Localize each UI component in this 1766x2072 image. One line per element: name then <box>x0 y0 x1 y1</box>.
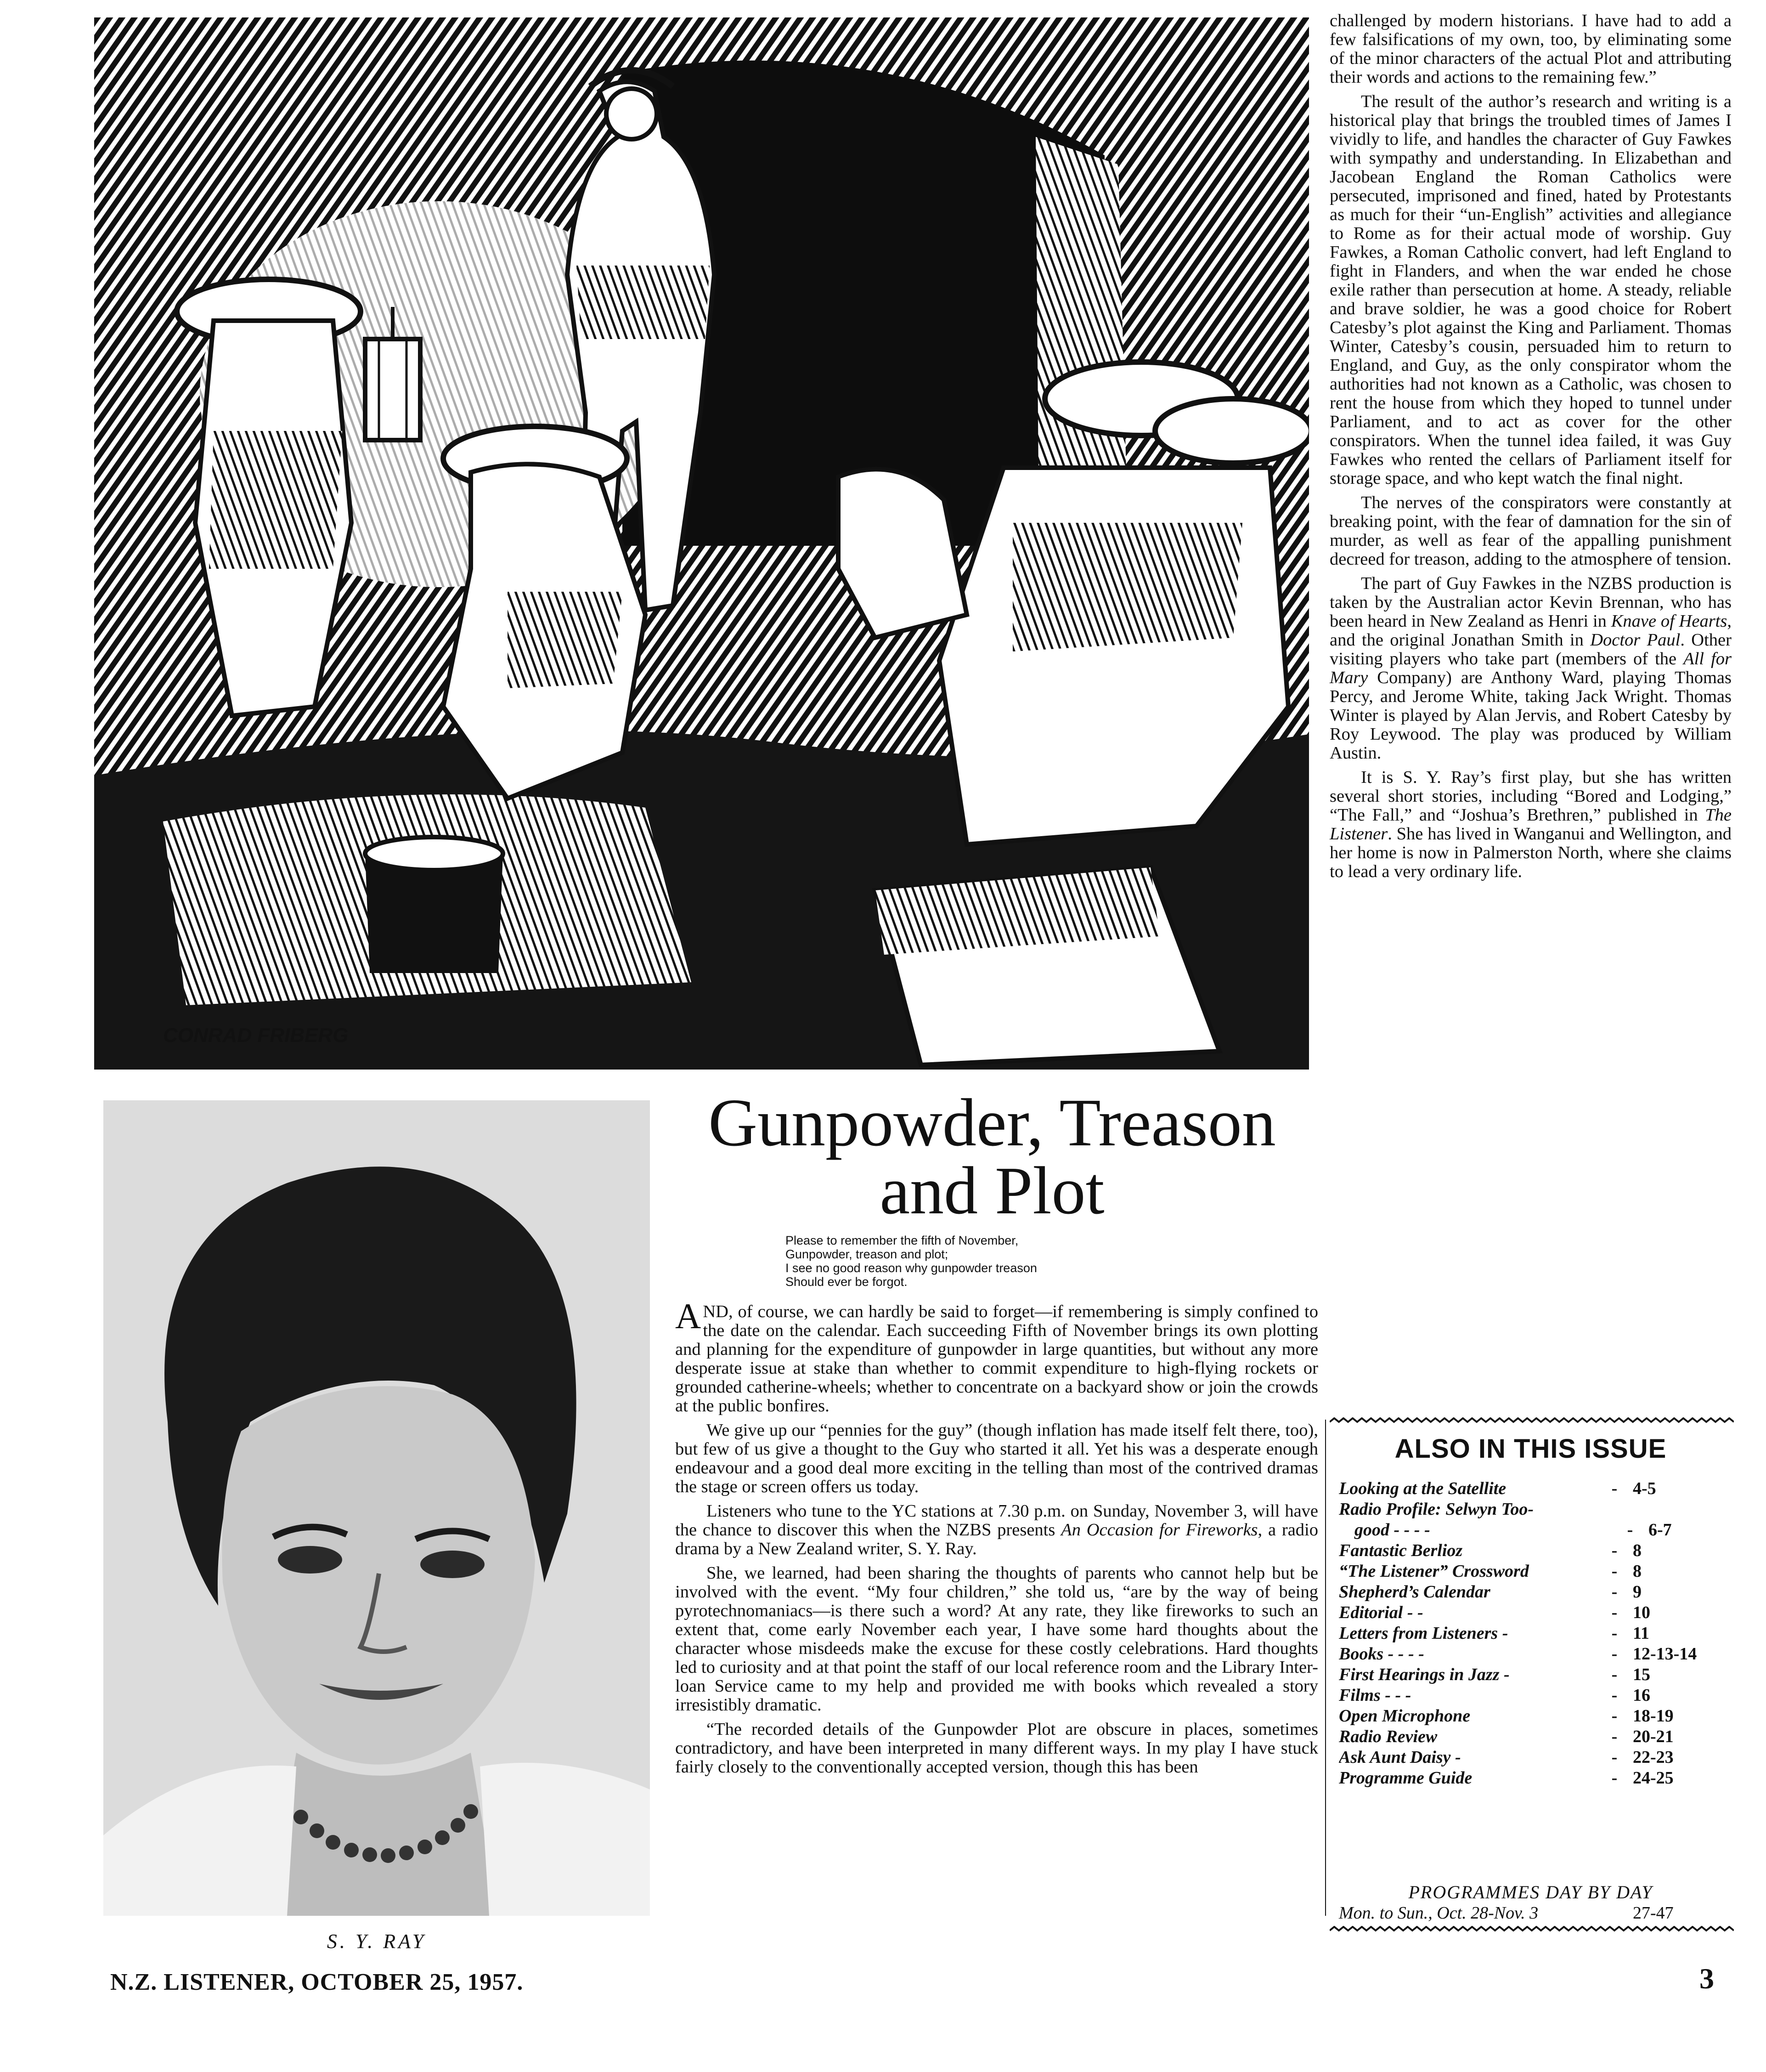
contents-row: Editorial - - - 10 <box>1339 1603 1650 1622</box>
zigzag-rule-top <box>1330 1417 1734 1424</box>
verse-line: Please to remember the fifth of November, <box>785 1234 1019 1247</box>
article-paragraph: We give up our “pennies for the guy” (though inflation has made itself felt there, too), but few of us give a thought to the Guy who started it all. Yet his was a desperate enough endeavour and a good deal more exciting in the telling than most of the contrived dramas the stage or screen offers us today. <box>675 1421 1318 1496</box>
contents-row: good - - - - - 6-7 <box>1354 1520 1672 1540</box>
headline-line-2: and Plot <box>880 1153 1105 1228</box>
zigzag-rule-bottom <box>1330 1926 1734 1932</box>
artist-signature: CONRAD FRIBERG <box>163 1024 349 1047</box>
article-paragraph: The nerves of the conspirators were constantly at breaking point, with the fear of damnation for the sin of murder, as well as fear of the appalling punishment decreed for treason, adding to the atmosphere of tension. <box>1330 493 1732 569</box>
illustration-drawing <box>94 17 1309 1070</box>
contents-row: Ask Aunt Daisy - - 22-23 <box>1339 1748 1674 1767</box>
author-portrait <box>103 1100 650 1916</box>
contents-row: Fantastic Berlioz - 8 <box>1339 1541 1642 1560</box>
contents-row: Radio Profile: Selwyn Too- <box>1339 1500 1534 1519</box>
contents-row: Shepherd’s Calendar - 9 <box>1339 1582 1642 1602</box>
contents-row: Looking at the Satellite - 4-5 <box>1339 1479 1656 1498</box>
publication-dateline: N.Z. LISTENER, OCTOBER 25, 1957. <box>110 1969 524 1995</box>
page-number: 3 <box>1699 1962 1714 1995</box>
article-headline <box>654 1085 1330 1228</box>
article-paragraph: She, we learned, had been sharing the thoughts of parents who cannot help but be involved with the event. “My four children,” she told us, “are by the way of being pyrotechnomaniacs—is there such a word? At any rate, they like fireworks to such an extent that, come early November each year, I have some hard thoughts about the character whose misdeeds make the excuse for these costly celebrations. Hard thoughts led to curiosity and at that point the staff of our local reference room and the Library Inter-loan Service came to my help and provided me with books which revealed a story irresistibly dramatic. <box>675 1563 1318 1715</box>
contents-row: “The Listener” Crossword - 8 <box>1339 1562 1642 1581</box>
article-paragraph: It is S. Y. Ray’s first play, but she has written several short stories, including “Bored and Lodging,” “The Fall,” and “Joshua’s Brethren,” published in The Listener. She has lived in Wanganui and Wellington, and her home is now in Palmerston North, where she claims to lead a very ordinary life. <box>1330 768 1732 881</box>
contents-row: Radio Review - 20-21 <box>1339 1727 1674 1746</box>
article-paragraph: Listeners who tune to the YC stations at 7.30 p.m. on Sunday, November 3, will have the chance to discover this when the NZBS presents An Occasion for Fireworks, a radio drama by a New Zealand writer, S. Y. Ray. <box>675 1501 1318 1558</box>
contents-row: Films - - - - 16 <box>1339 1686 1650 1705</box>
verse-line: Should ever be forgot. <box>785 1275 908 1289</box>
headline-line-1: Gunpowder, Treason <box>708 1085 1276 1161</box>
contents-row: First Hearings in Jazz - - 15 <box>1339 1665 1650 1684</box>
programmes-heading: PROGRAMMES DAY BY DAY <box>1408 1882 1653 1902</box>
contents-list <box>1339 1478 1729 1789</box>
programmes-pages: 27-47 <box>1633 1903 1674 1923</box>
contents-row: Open Microphone - 18-19 <box>1339 1706 1674 1726</box>
contents-heading: ALSO IN THIS ISSUE <box>1394 1434 1667 1464</box>
contents-row: Books - - - - - 12-13-14 <box>1339 1644 1697 1664</box>
article-paragraph: “The recorded details of the Gunpowder Plot are obscure in places, sometimes contradictory, and have been interpreted in many different ways. In my play I have stuck fairly closely to the conventionally accepted version, though this has been <box>675 1720 1318 1777</box>
article-body-right <box>1330 11 1732 887</box>
contents-row: Programme Guide - 24-25 <box>1339 1768 1674 1788</box>
article-body-middle <box>675 1296 1318 1782</box>
programmes-row <box>1339 1903 1729 1923</box>
article-paragraph: The part of Guy Fawkes in the NZBS production is taken by the Australian actor Kevin Brennan, who has been heard in New Zealand as Henri in Knave of Hearts, and the original Jonathan Smith in Doctor Paul. Other visiting players who take part (members of the All for Mary Company) are Anthony Ward, playing Thomas Percy, and Jerome White, taking Jack Wright. Thomas Winter is played by Alan Jervis, and Robert Catesby by Roy Leywood. The play was produced by William Austin. <box>1330 574 1732 763</box>
cellar-illustration <box>94 17 1309 1070</box>
programmes-dates: Mon. to Sun., Oct. 28-Nov. 3 <box>1339 1903 1539 1923</box>
epigraph-verse <box>785 1234 1199 1289</box>
portrait-caption: S. Y. RAY <box>327 1930 427 1953</box>
drop-cap: A <box>675 1296 701 1336</box>
verse-line: I see no good reason why gunpowder treason <box>785 1261 1037 1275</box>
column-rule <box>1325 1420 1326 1916</box>
contents-row: Letters from Listeners - - 11 <box>1339 1624 1649 1643</box>
article-paragraph: AND, of course, we can hardly be said to forget—if remembering is simply confined to the date on the calendar. Each succeeding Fifth of November brings its own plotting and planning for the expenditure of gunpowder in large quantities, but without any more desperate issue at stake than whether to commit expenditure to high-flying rockets or grounded catherine-wheels; whether to concentrate on a backyard show or join the crowds at the public bonfires. <box>675 1296 1318 1415</box>
portrait-photo <box>103 1100 650 1916</box>
article-paragraph: challenged by modern historians. I have had to add a few falsifications of my own, too, by eliminating some of the minor characters of the actual Plot and attributing their words and actions to the remaining few.” <box>1330 11 1732 87</box>
article-paragraph: The result of the author’s research and writing is a historical play that brings the troubled times of James I vividly to life, and handles the character of Guy Fawkes with sympathy and understanding. In Elizabethan and Jacobean England the Roman Catholics were persecuted, imprisoned and fined, hated by Protestants as much for their “un-English” activities and allegiance to Rome as for their actual mode of worship. Guy Fawkes, a Roman Catholic convert, had left England to fight in Flanders, and when the war ended he chose exile rather than persecution at home. A steady, reliable and brave soldier, he was a good choice for Robert Catesby’s plot against the King and Parliament. Thomas Winter, Catesby’s cousin, persuaded him to return to England, and Guy, as the only conspirator whom the authorities had not known as a Catholic, was chosen to rent the house from which they hoped to tunnel under Parliament, and to act as cover for the other conspirators. When the tunnel idea failed, it was Guy Fawkes who rented the cellars of Parliament itself for storage space, and who kept watch the final night. <box>1330 92 1732 488</box>
verse-line: Gunpowder, treason and plot; <box>785 1247 948 1261</box>
